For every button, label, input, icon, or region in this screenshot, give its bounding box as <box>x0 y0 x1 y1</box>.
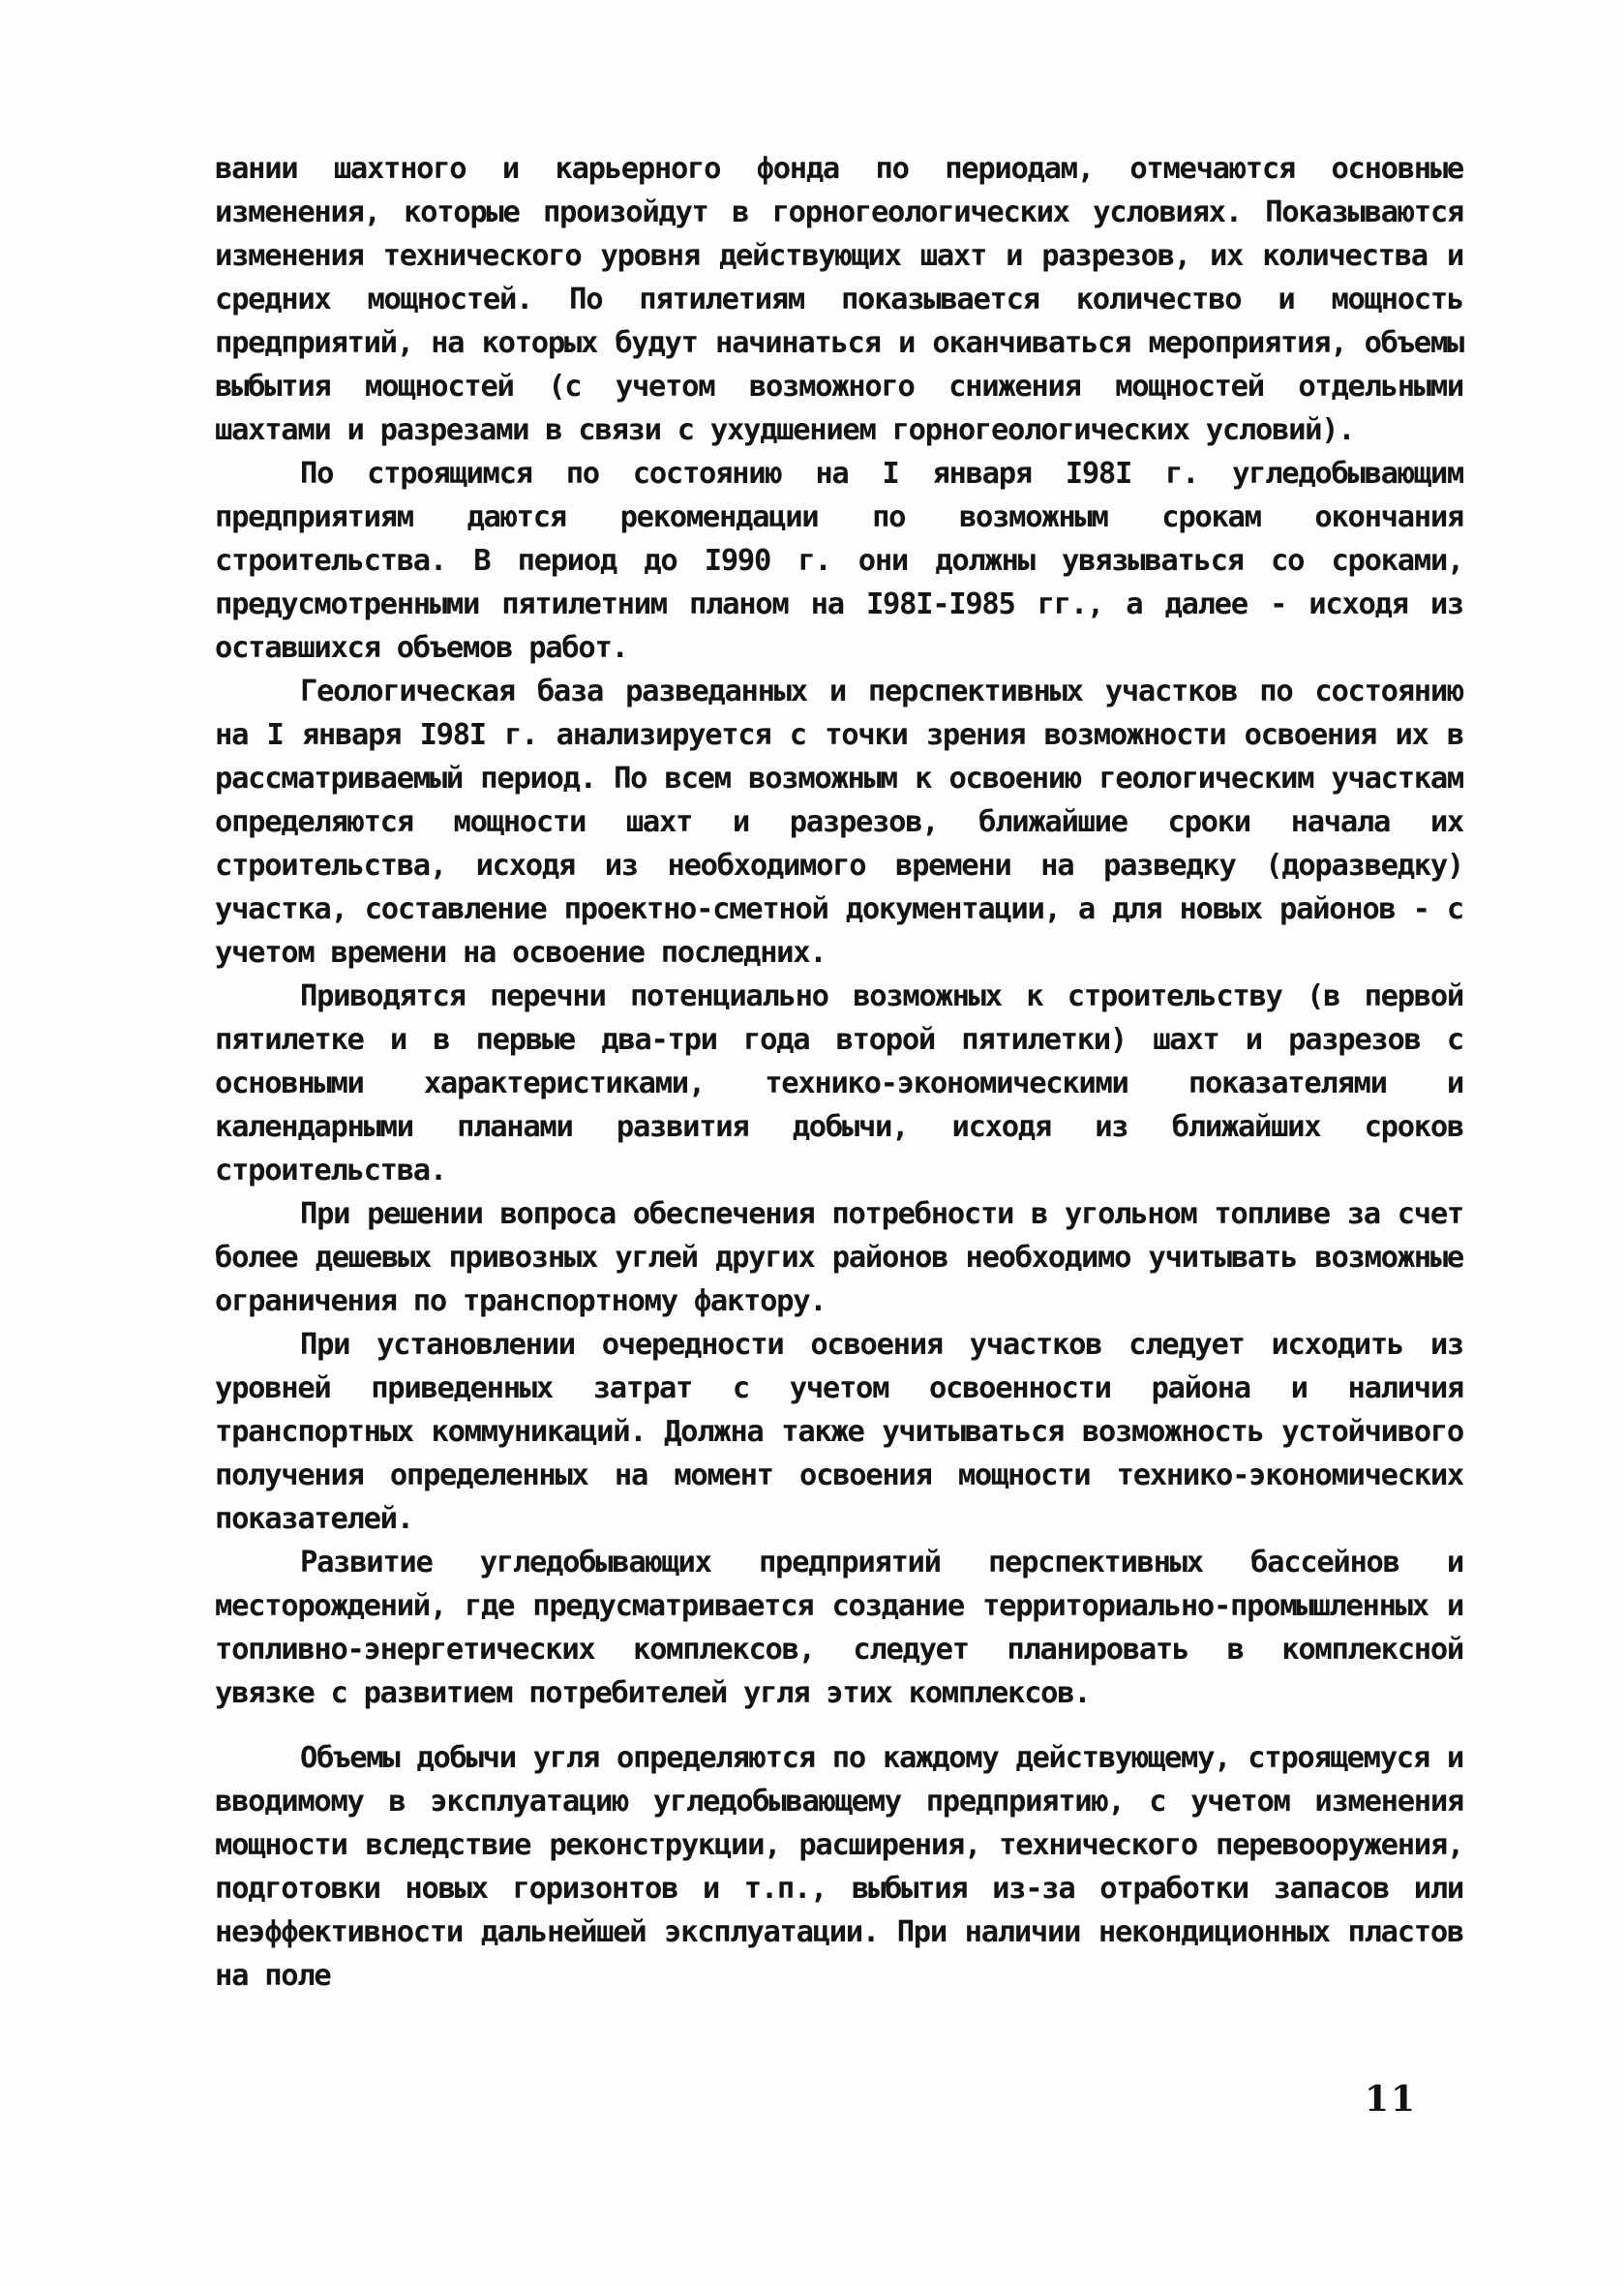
paragraph-6: При установлении очередности освоения участков следует исходить из уровней приведенных затрат с учетом освоенности района и наличия транспортных коммуникаций. Должна также учитываться возможность устойчивого получения определенных на момент освоения мощности технико-экономических показателей. <box>215 1328 1463 1536</box>
paragraph-7: Развитие угледобывающих предприятий перспективных бассейнов и месторождений, где предусматривается создание территориально-промышленных и топливно-энергетических комплексов, следует планировать в комплексной увязке с развитием потребителей угля этих комплексов. <box>215 1546 1463 1710</box>
paragraph-2: По строящимся по состоянию на I января I98I г. угледобывающим предприятиям даются рекомендации по возможным срокам окончания строительства. В период до I990 г. они должны увязываться со сроками, предусмотренными пятилетним планом на I98I-I985 гг., а далее - исходя из оставшихся объемов работ. <box>215 457 1463 665</box>
paragraph-8: Объемы добычи угля определяются по каждому действующему, строящемуся и вводимому в эксплуатацию угледобывающему предприятию, с учетом изменения мощности вследствие реконструкции, расширения, технического перевооружения, подготовки новых горизонтов и т.п., выбытия из-за отработки запасов или неэффективности дальнейшей эксплуатации. При наличии некондиционных пластов на поле <box>215 1741 1463 1993</box>
paragraph-3: Геологическая база разведанных и перспективных участков по состоянию на I января I98I г. анализируется с точки зрения возможности освоения их в рассматриваемый период. По всем возможным к освоению геологическим участкам определяются мощности шахт и разрезов, ближайшие сроки начала их строительства, исходя из необходимого времени на разведку (доразведку) участка, составление проектно-сметной документации, а для новых районов - с учетом времени на освоение последних. <box>215 675 1463 970</box>
page-number: 11 <box>1365 2079 1418 2120</box>
paragraph-1: вании шахтного и карьерного фонда по периодам, отмечаются основные изменения, которые произойдут в горногеологических условиях. Показываются изменения технического уровня действующих шахт и разрезов, их количества и средних мощностей. По пятилетиям показывается количество и мощность предприятий, на которых будут начинаться и оканчиваться мероприятия, объемы выбытия мощностей (с учетом возможного снижения мощностей отдельными шахтами и разрезами в связи с ухудшением горногеологических условий). <box>215 152 1463 447</box>
body-text <box>215 147 1463 1998</box>
paragraph-4: Приводятся перечни потенциально возможных к строительству (в первой пятилетке и в первые два-три года второй пятилетки) шахт и разрезов с основными характеристиками, технико-экономическими показателями и календарными планами развития добычи, исходя из ближайших сроков строительства. <box>215 979 1463 1188</box>
paragraph-5: При решении вопроса обеспечения потребности в угольном топливе за счет более дешевых привозных углей других районов необходимо учитывать возможные ограничения по транспортному фактору. <box>215 1197 1463 1318</box>
